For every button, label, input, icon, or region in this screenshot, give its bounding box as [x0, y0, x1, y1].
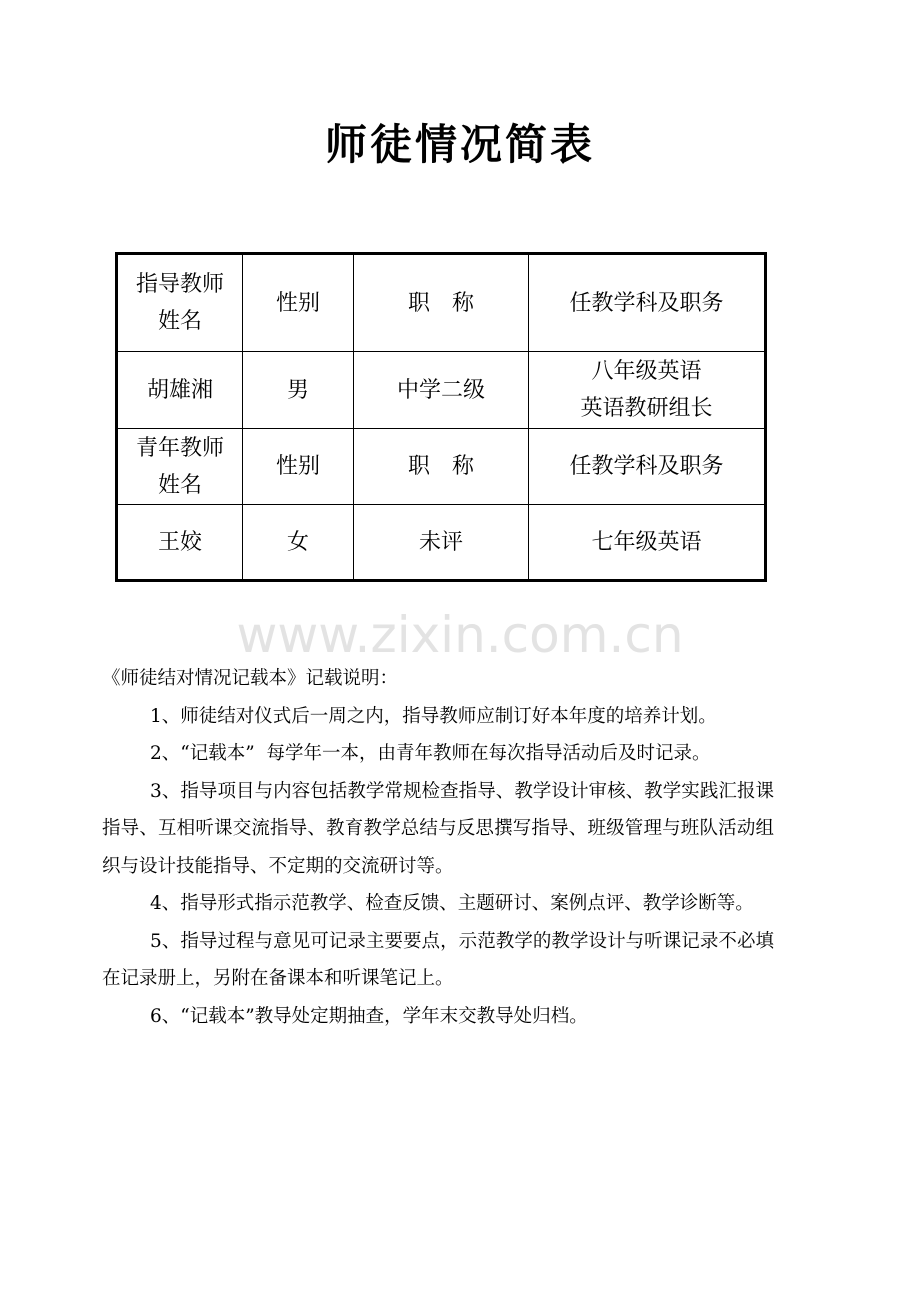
notes-section [102, 660, 774, 1035]
mentee-gender-header: 性别 [243, 429, 354, 505]
mentor-subject-header: 任教学科及职务 [529, 254, 766, 352]
mentor-subject: 八年级英语 英语教研组长 [529, 352, 766, 429]
mentee-rank-header: 职 称 [354, 429, 529, 505]
watermark: www.zixin.com.cn [236, 606, 684, 664]
mentor-rank-header: 职 称 [354, 254, 529, 352]
mentor-gender-header: 性别 [243, 254, 354, 352]
mentee-gender: 女 [243, 505, 354, 581]
mentor-rank: 中学二级 [354, 352, 529, 429]
note-item: 6、“记载本”教导处定期抽查，学年末交教导处归档。 [150, 1005, 588, 1027]
note-item: 5、指导过程与意见可记录主要要点，示范教学的教学设计与听课记录不必填在记录册上，另附在备课本和听课笔记上。 [102, 930, 774, 989]
mentor-name-header: 指导教师 姓名 [117, 254, 243, 352]
mentor-header-row [117, 254, 766, 352]
note-item: 1、师徒结对仪式后一周之内，指导教师应制订好本年度的培养计划。 [150, 705, 717, 727]
mentee-subject: 七年级英语 [529, 505, 766, 581]
mentee-row [117, 505, 766, 581]
note-item: 2、“记载本” 每学年一本，由青年教师在每次指导活动后及时记录。 [150, 743, 711, 764]
note-item: 3、指导项目与内容包括教学常规检查指导、教学设计审核、教学实践汇报课指导、互相听课交流指导、教育教学总结与反思撰写指导、班级管理与班队活动组织与设计技能指导、不定期的交流研讨等。 [102, 780, 774, 877]
mentee-name: 王姣 [117, 505, 243, 581]
note-item: 4、指导形式指示范教学、检查反馈、主题研讨、案例点评、教学诊断等。 [150, 893, 754, 914]
mentor-name: 胡雄湘 [117, 352, 243, 429]
notes-heading: 《师徒结对情况记载本》记载说明： [102, 668, 399, 689]
mentor-row [117, 352, 766, 429]
mentor-mentee-table [115, 252, 767, 582]
mentee-header-row [117, 429, 766, 505]
mentee-rank: 未评 [354, 505, 529, 581]
mentee-name-header: 青年教师 姓名 [117, 429, 243, 505]
mentee-subject-header: 任教学科及职务 [529, 429, 766, 505]
page-title: 师徒情况简表 [324, 120, 595, 169]
mentor-gender: 男 [243, 352, 354, 429]
